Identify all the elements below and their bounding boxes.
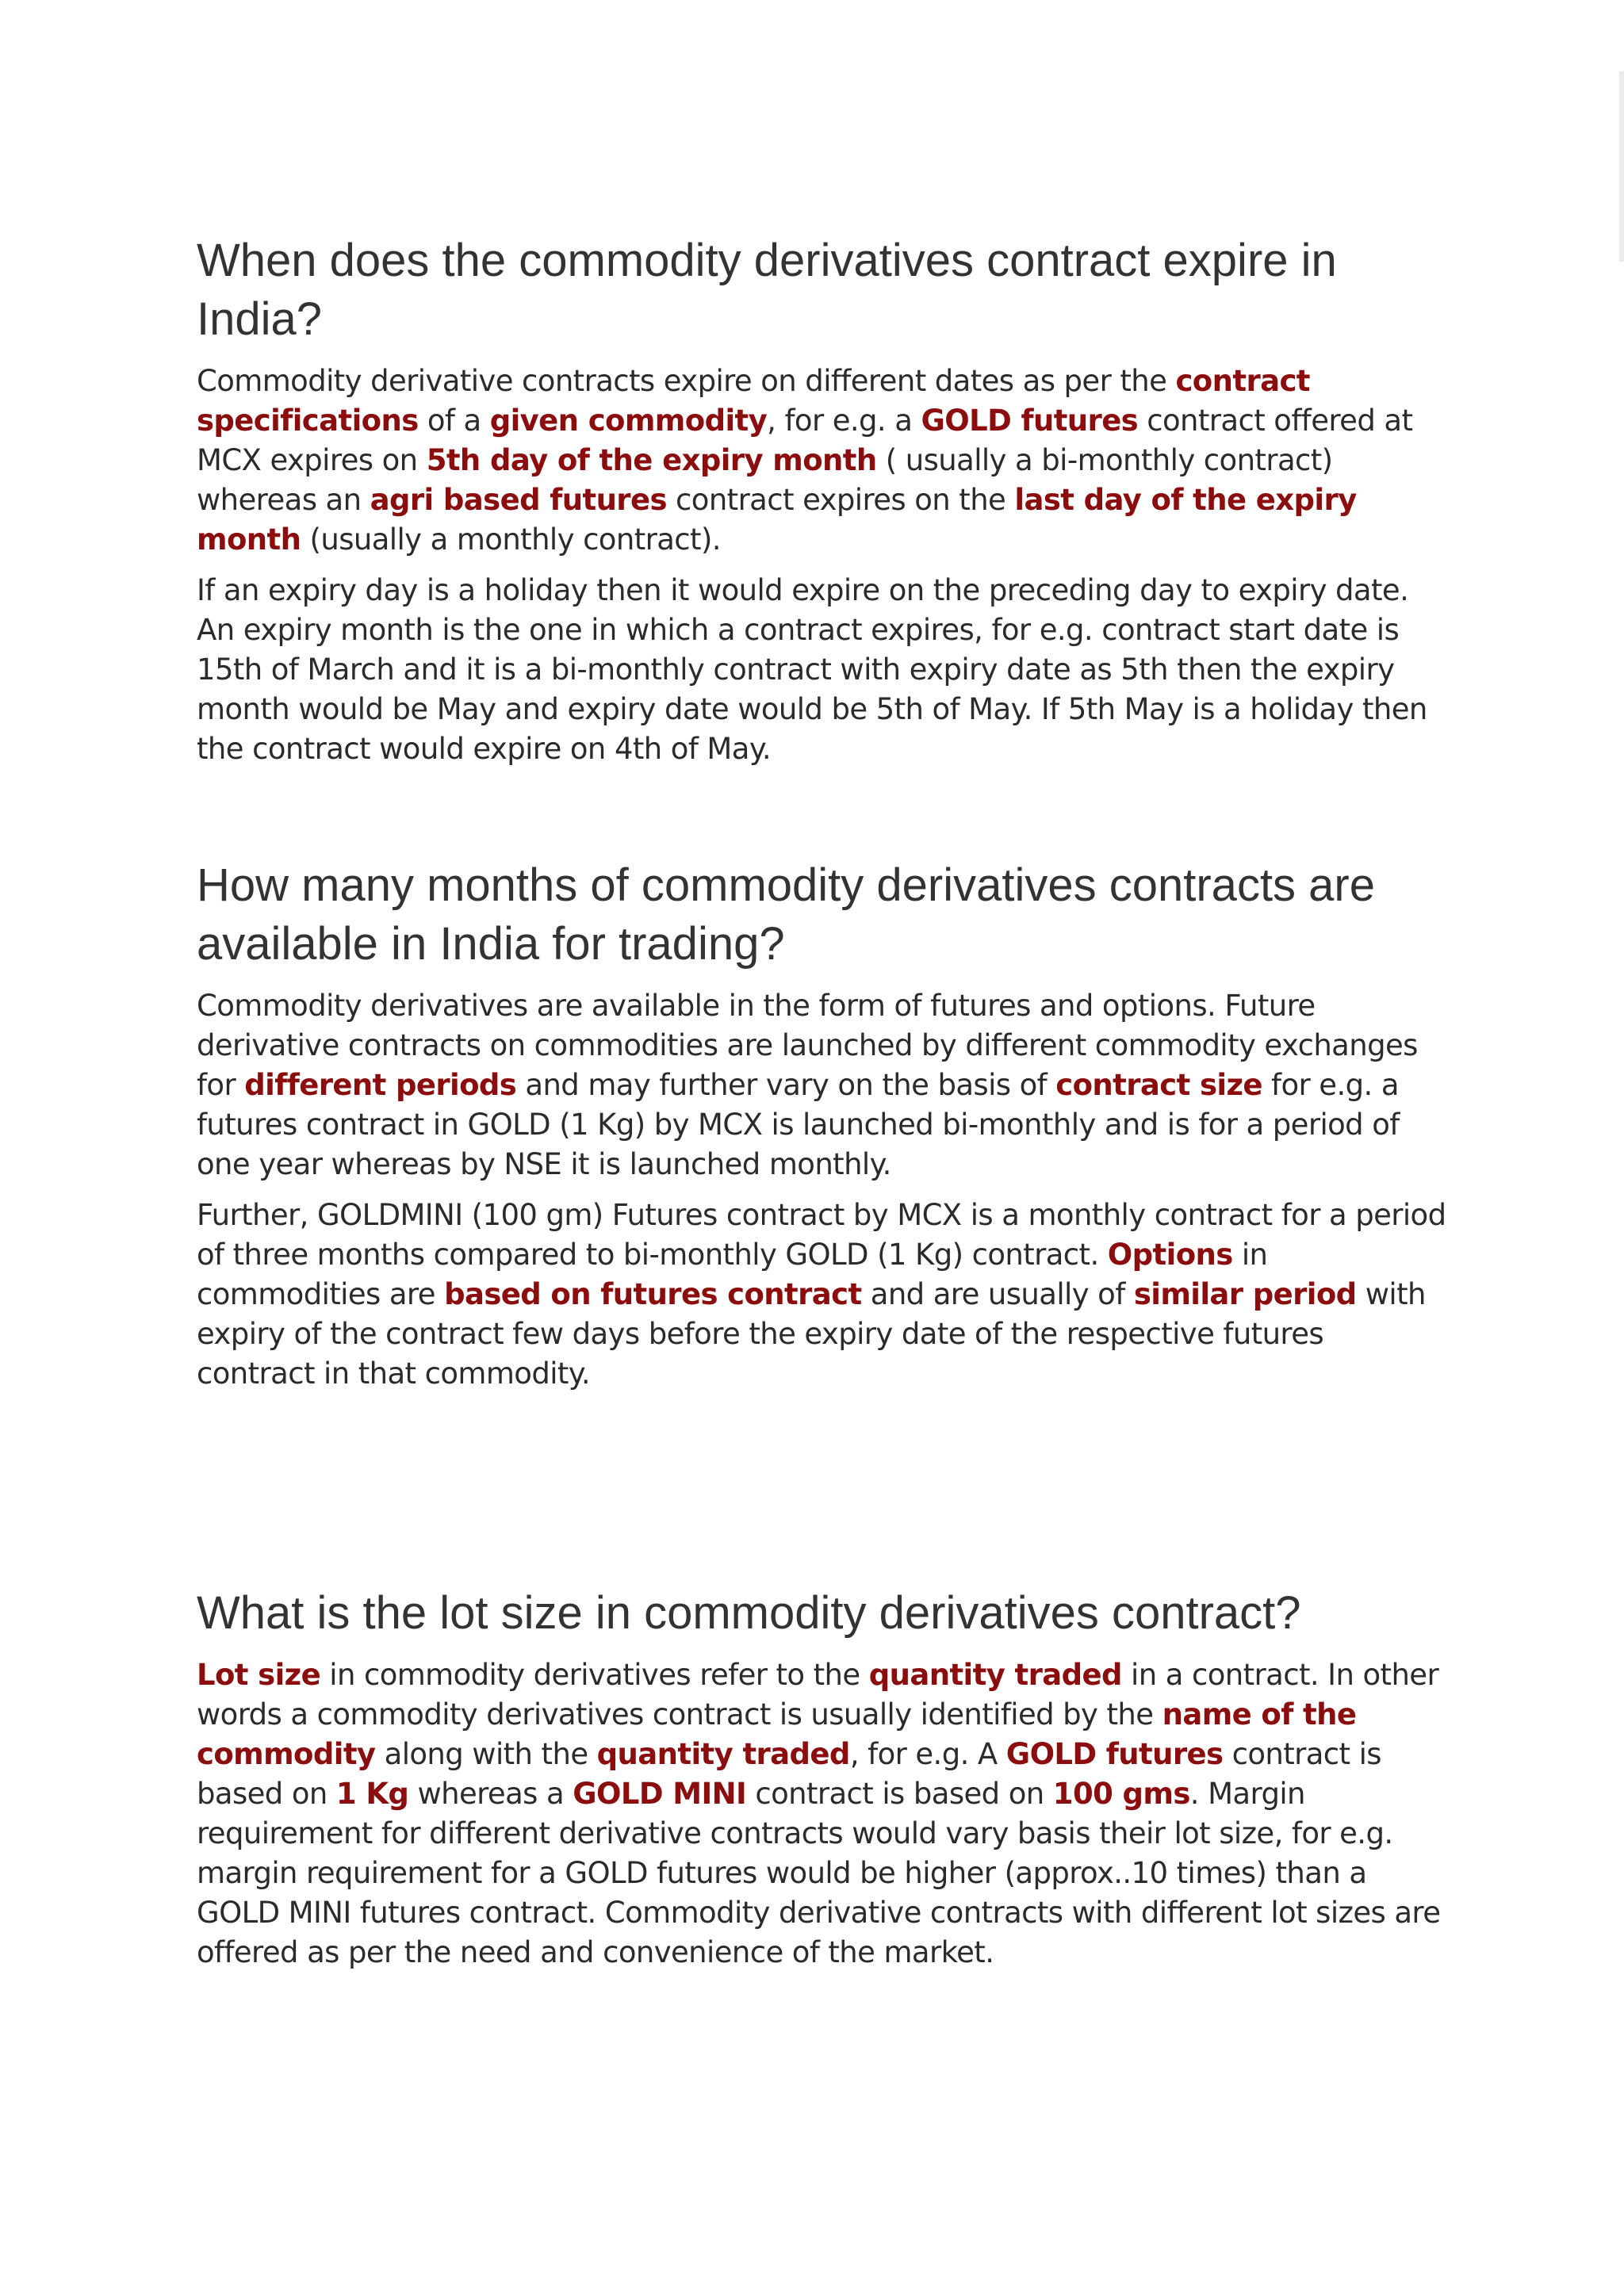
highlighted-term: agri based futures bbox=[370, 483, 667, 517]
text-run: in a contract. In other words a commodity derivatives contract is usually identified by the bbox=[197, 1658, 1439, 1732]
text-run: along with the bbox=[375, 1737, 597, 1771]
text-run: Further, GOLDMINI (100 gm) Futures contract by MCX is a monthly contract for a period of three months compared to bi-monthly GOLD (1 Kg) contract. bbox=[197, 1198, 1446, 1272]
section-heading: What is the lot size in commodity derivatives contract? bbox=[197, 1587, 1301, 1639]
paragraph bbox=[197, 571, 1450, 769]
paragraph bbox=[197, 1655, 1450, 1973]
highlighted-term: quantity traded bbox=[596, 1737, 850, 1771]
text-run: contract offered at MCX expires on bbox=[197, 404, 1413, 477]
section-contract-expiry bbox=[197, 232, 1450, 769]
text-run: in commodities are bbox=[197, 1238, 1268, 1311]
highlighted-term: last day of the expiry month bbox=[197, 483, 1357, 557]
text-run: (usually a monthly contract). bbox=[301, 522, 721, 557]
text-run: in commodity derivatives refer to the bbox=[320, 1658, 869, 1692]
paragraph bbox=[197, 986, 1450, 1184]
highlighted-term: different periods bbox=[244, 1068, 517, 1102]
document-body bbox=[197, 232, 1450, 1984]
paragraph bbox=[197, 362, 1450, 560]
text-run: contract expires on the bbox=[666, 483, 1015, 517]
text-run: ( usually a bi-monthly contract) whereas an bbox=[197, 443, 1333, 517]
highlighted-term: GOLD futures bbox=[1005, 1737, 1224, 1771]
text-run: , for e.g. A bbox=[849, 1737, 1006, 1771]
section-lot-size bbox=[197, 1584, 1450, 1973]
highlighted-term: contract specifications bbox=[197, 364, 1310, 438]
text-run: . Margin requirement for different derivative contracts would vary basis their lot size, for e.g. margin requirement for a GOLD futures would be higher (approx..10 times) than a GOLD MINI futures contract. Commodity derivative contracts with different lot sizes are offered as per the need and convenience of the market. bbox=[197, 1777, 1441, 1969]
page-edge-shadow bbox=[1619, 71, 1624, 262]
text-run: Commodity derivatives are available in the form of futures and options. Future derivative contracts on commodities are launched by different commodity exchanges for bbox=[197, 989, 1418, 1102]
highlighted-term: Options bbox=[1107, 1238, 1233, 1272]
highlighted-term: GOLD futures bbox=[921, 404, 1139, 438]
highlighted-term: Lot size bbox=[197, 1658, 321, 1692]
text-run: If an expiry day is a holiday then it would expire on the preceding day to expiry date. An expiry month is the one in which a contract expires, for e.g. contract start date is 15th of March and it is a bi-monthly contract with expiry date as 5th then the expiry month would be May and expiry date would be 5th of May. If 5th May is a holiday then the contract would expire on 4th of May. bbox=[197, 573, 1427, 766]
text-run: for e.g. a futures contract in GOLD (1 Kg) by MCX is launched bi-monthly and is for a period of one year whereas by NSE it is launched monthly. bbox=[197, 1068, 1400, 1181]
paragraph bbox=[197, 1196, 1450, 1394]
text-run: contract is based on bbox=[746, 1777, 1053, 1811]
highlighted-term: 5th day of the expiry month bbox=[426, 443, 877, 477]
highlighted-term: name of the commodity bbox=[197, 1697, 1357, 1771]
text-run: contract is based on bbox=[197, 1737, 1381, 1811]
section-contract-months bbox=[197, 856, 1450, 1394]
highlighted-term: 1 Kg bbox=[335, 1777, 409, 1811]
highlighted-term: GOLD MINI bbox=[573, 1777, 747, 1811]
text-run: with expiry of the contract few days before the expiry date of the respective futures contract in that commodity. bbox=[197, 1277, 1426, 1391]
highlighted-term: contract size bbox=[1055, 1068, 1262, 1102]
section-heading: How many months of commodity derivatives contracts are available in India for trading? bbox=[197, 859, 1375, 970]
highlighted-term: similar period bbox=[1133, 1277, 1357, 1311]
text-run: and may further vary on the basis of bbox=[516, 1068, 1056, 1102]
text-run: Commodity derivative contracts expire on different dates as per the bbox=[197, 364, 1176, 398]
text-run: whereas a bbox=[408, 1777, 573, 1811]
highlighted-term: based on futures contract bbox=[444, 1277, 862, 1311]
highlighted-term: given commodity bbox=[489, 404, 768, 438]
highlighted-term: quantity traded bbox=[868, 1658, 1122, 1692]
highlighted-term: 100 gms bbox=[1052, 1777, 1190, 1811]
text-run: , for e.g. a bbox=[767, 404, 921, 438]
text-run: and are usually of bbox=[861, 1277, 1134, 1311]
section-heading: When does the commodity derivatives contract expire in India? bbox=[197, 235, 1337, 345]
text-run: of a bbox=[418, 404, 490, 438]
